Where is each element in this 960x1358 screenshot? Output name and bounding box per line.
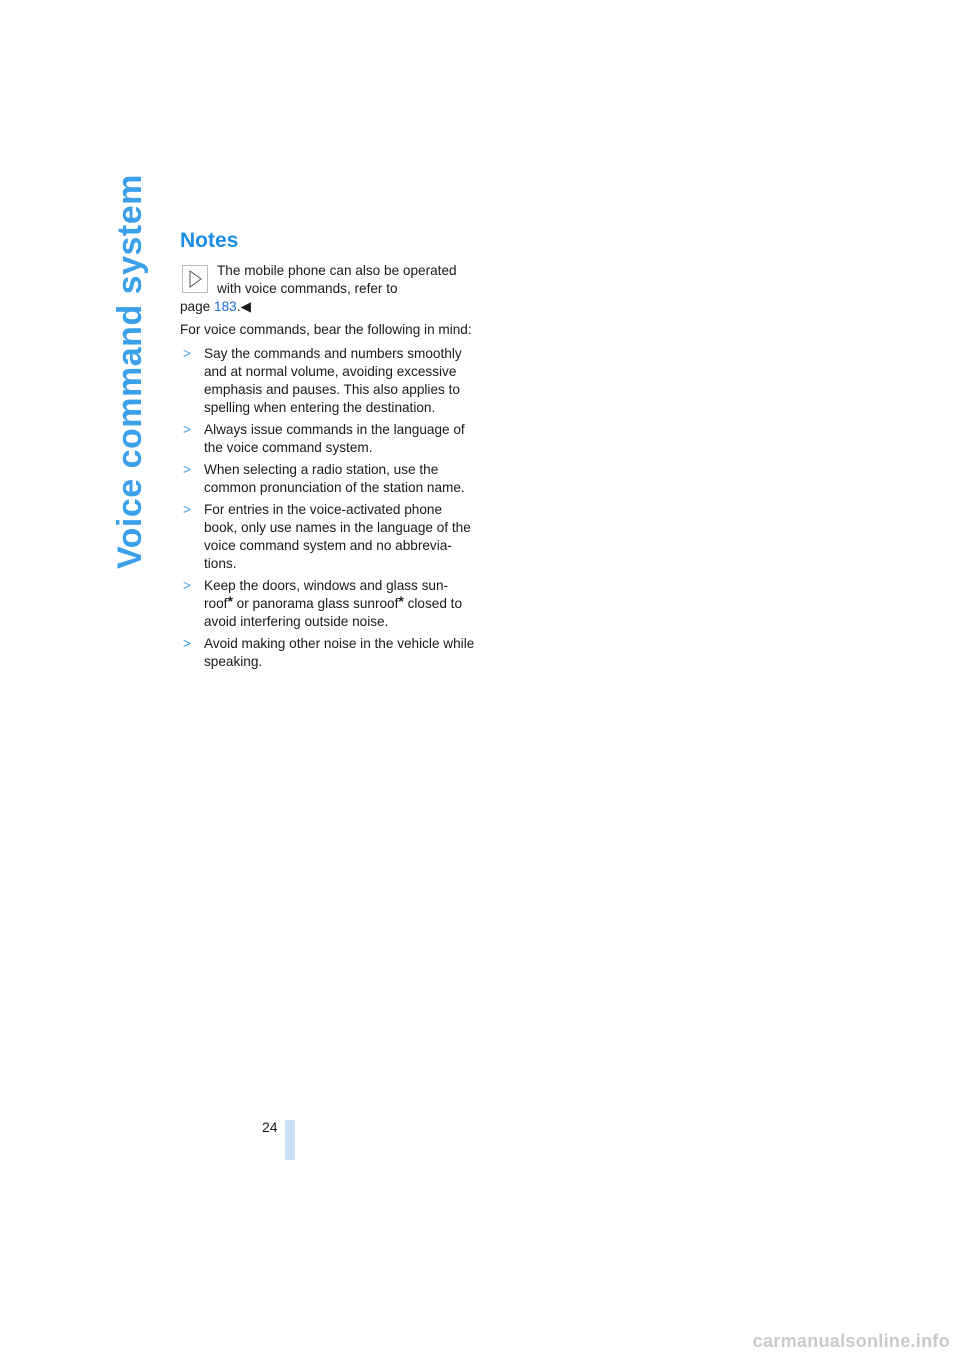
notes-list bbox=[180, 345, 476, 671]
list-item-text: closed to avoid interfering outside noise. bbox=[204, 596, 463, 629]
list-item-text: Say the commands and numbers smoothly and at normal volume, avoiding excessive emphasis and pauses. This also applies to spelling when entering the destination. bbox=[204, 346, 462, 415]
bullet-marker: > bbox=[183, 636, 191, 651]
list-item-text: Avoid making other noise in the vehicle while speaking. bbox=[204, 636, 475, 669]
note-triangle-icon bbox=[182, 265, 208, 293]
bullet-marker: > bbox=[183, 578, 191, 593]
bullet-marker: > bbox=[183, 346, 191, 361]
list-item bbox=[180, 577, 476, 631]
note-line-2: with voice commands, refer to bbox=[217, 281, 398, 296]
list-item-text: Always issue commands in the language of the voice command system. bbox=[204, 422, 465, 455]
page-number-bar bbox=[285, 1120, 295, 1160]
section-heading: Notes bbox=[180, 229, 239, 252]
optional-star-icon: * bbox=[398, 593, 404, 609]
note-line-1: The mobile phone can also be operated bbox=[217, 263, 457, 278]
bullet-marker: > bbox=[183, 422, 191, 437]
notes-content bbox=[180, 262, 476, 675]
list-item-text: For entries in the voice-activated phone book, only use names in the language of the voice command system and no abbrevia-tions. bbox=[204, 502, 471, 571]
page-number: 24 bbox=[262, 1119, 278, 1135]
note-end-mark: .◀ bbox=[236, 299, 251, 314]
chapter-side-title: Voice command system bbox=[111, 174, 149, 569]
page-reference-link[interactable]: 183 bbox=[214, 299, 237, 314]
optional-star-icon: * bbox=[227, 593, 233, 609]
list-item bbox=[180, 345, 476, 417]
note-page-prefix: page bbox=[180, 299, 215, 314]
list-item bbox=[180, 421, 476, 457]
watermark-logo: carmanualsonline.info bbox=[752, 1331, 950, 1351]
note-block bbox=[180, 262, 476, 316]
list-item-text: Keep the doors, windows and glass sun-roof bbox=[204, 578, 449, 611]
list-item bbox=[180, 501, 476, 573]
list-item-text: or panorama glass sunroof bbox=[232, 596, 399, 611]
note-line-3 bbox=[180, 298, 476, 316]
list-item bbox=[180, 461, 476, 497]
bullet-marker: > bbox=[183, 502, 191, 517]
list-item-text: When selecting a radio station, use the common pronunciation of the station name. bbox=[204, 462, 465, 495]
intro-paragraph: For voice commands, bear the following in mind: bbox=[180, 322, 472, 337]
bullet-marker: > bbox=[183, 462, 191, 477]
list-item bbox=[180, 635, 476, 671]
